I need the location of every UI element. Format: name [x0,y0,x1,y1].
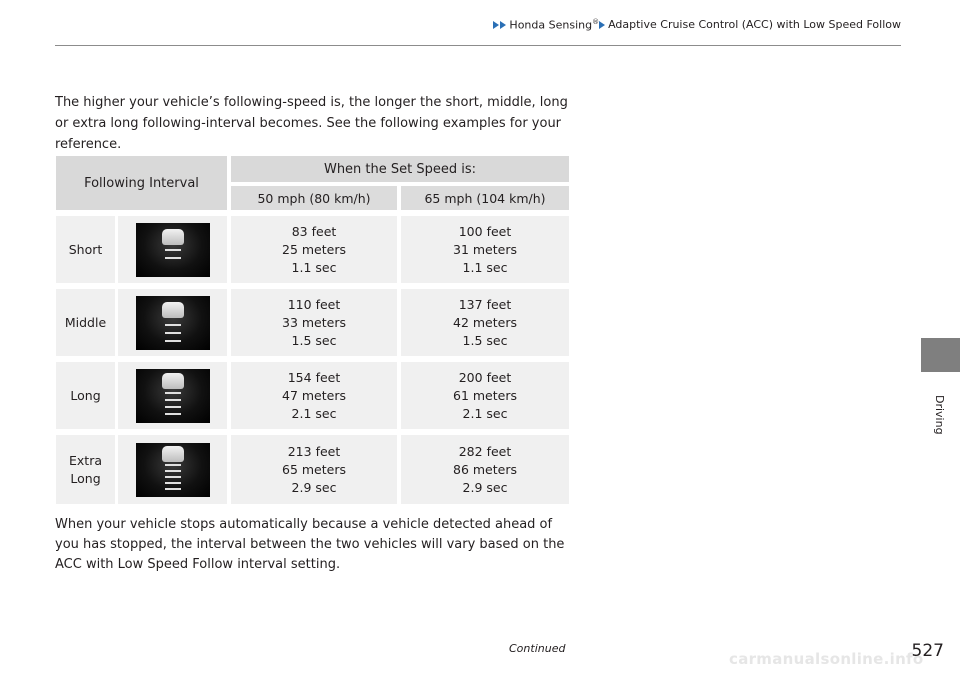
value-cell: 137 feet 42 meters 1.5 sec [401,289,569,356]
car-interval-short-icon [136,223,210,277]
breadcrumb-item-honda-sensing[interactable]: Honda Sensing® [509,18,600,32]
value-cell: 200 feet 61 meters 2.1 sec [401,362,569,429]
set-speed-group-header: When the Set Speed is: [231,156,569,182]
car-interval-long-icon [136,369,210,423]
row-label-middle: Middle [56,289,115,356]
section-tab-marker [921,338,960,372]
header-divider [55,45,901,46]
page-number: 527 [911,641,944,661]
row-label-short: Short [56,216,115,283]
row-icon-cell [118,362,227,429]
value-cell: 282 feet 86 meters 2.9 sec [401,435,569,504]
row-icon-cell [118,435,227,504]
intro-paragraph: The higher your vehicle’s following-speed is, the longer the short, middle, long or extra long following-interval becomes. See the following examples for your reference. [55,95,568,152]
speed-header-65mph: 65 mph (104 km/h) [401,186,569,210]
car-interval-extra-long-icon [136,443,210,497]
value-cell: 213 feet 65 meters 2.9 sec [231,435,397,504]
continued-label: Continued [509,642,566,655]
value-cell: 154 feet 47 meters 2.1 sec [231,362,397,429]
outro-paragraph: When your vehicle stops automatically because a vehicle detected ahead of you has stopped, the interval between the two vehicles will vary based on the ACC with Low Speed Follow interval setting. [55,517,565,572]
breadcrumb-item-acc[interactable]: Adaptive Cruise Control (ACC) with Low Speed Follow [608,18,901,32]
row-label-long: Long [56,362,115,429]
speed-header-50mph: 50 mph (80 km/h) [231,186,397,210]
following-interval-header: Following Interval [56,156,227,210]
value-cell: 83 feet 25 meters 1.1 sec [231,216,397,283]
row-icon-cell [118,216,227,283]
breadcrumb-arrow-icon [599,21,606,29]
breadcrumb-arrow-icon [493,21,507,29]
watermark: carmanualsonline.info [729,650,924,668]
row-icon-cell [118,289,227,356]
value-cell: 110 feet 33 meters 1.5 sec [231,289,397,356]
car-interval-middle-icon [136,296,210,350]
value-cell: 100 feet 31 meters 1.1 sec [401,216,569,283]
row-label-extra-long: Extra Long [56,435,115,504]
breadcrumb [493,18,901,32]
section-tab-label: Driving [933,395,946,435]
